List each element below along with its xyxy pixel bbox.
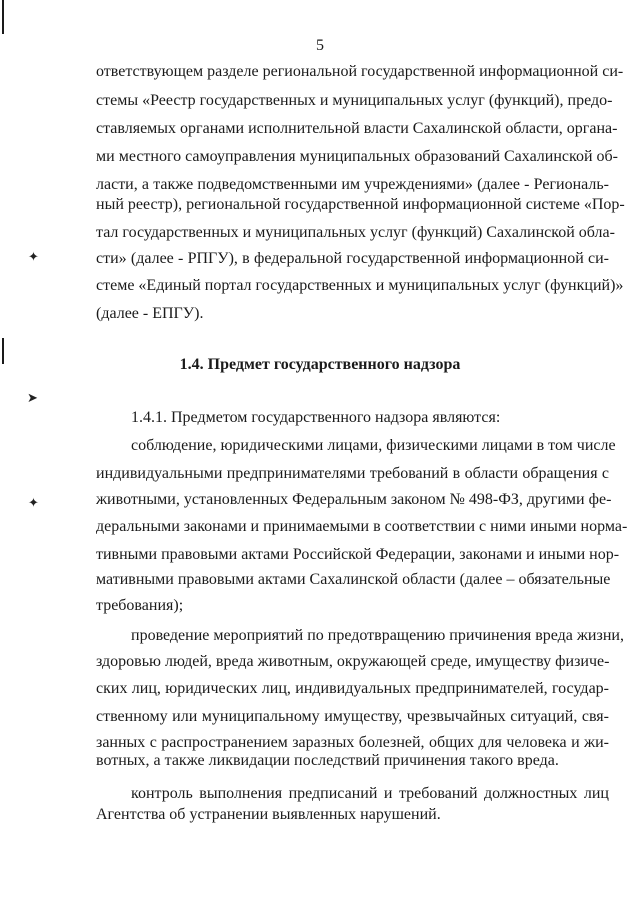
paragraph-line: ственному или муниципальному имуществу, чрезвычайных ситуаций, свя- bbox=[96, 708, 609, 725]
paragraph-line: проведение мероприятий по предотвращению причинения вреда жизни, bbox=[131, 627, 624, 644]
paragraph-line: стеме «Единый портал государственных и муниципальных услуг (функций)» bbox=[96, 277, 624, 294]
subsection-item: 1.4.1. Предметом государственного надзора являются: bbox=[131, 409, 501, 426]
section-heading: 1.4. Предмет государственного надзора bbox=[179, 356, 461, 373]
paragraph-line: контроль выполнения предписаний и требований должностных лиц bbox=[131, 785, 609, 802]
paragraph-line: соблюдение, юридическими лицами, физическими лицами в том числе bbox=[131, 437, 616, 454]
paragraph-line: индивидуальными предпринимателями требований в области обращения с bbox=[96, 465, 609, 482]
paragraph-line: ласти, а также подведомственными им учреждениями» (далее - Региональ- bbox=[96, 176, 609, 193]
hole-punch-mark-icon: ✦ bbox=[28, 495, 39, 510]
paragraph-line: ответствующем разделе региональной государственной информационной си- bbox=[96, 63, 624, 80]
paragraph-line: тивными правовыми актами Российской Федерации, законами и иными нор- bbox=[96, 546, 620, 563]
paragraph-line: (далее - ЕПГУ). bbox=[96, 305, 204, 322]
paragraph-line: тал государственных и муниципальных услуг (функций) Сахалинской обла- bbox=[96, 224, 615, 241]
paragraph-line: вотных, а также ликвидации последствий причинения такого вреда. bbox=[96, 752, 559, 769]
hole-punch-mark-icon: ➤ bbox=[27, 390, 38, 405]
paragraph-line: сти» (далее - РПГУ), в федеральной государственной информационной си- bbox=[96, 250, 609, 267]
paragraph-line: Агентства об устранении выявленных нарушений. bbox=[96, 806, 441, 823]
page-number: 5 bbox=[316, 37, 324, 54]
hole-punch-mark-icon: ✦ bbox=[28, 249, 39, 264]
paragraph-line: ставляемых органами исполнительной власти Сахалинской области, органа- bbox=[96, 120, 618, 137]
paragraph-line: здоровью людей, вреда животным, окружающей среде, имуществу физиче- bbox=[96, 653, 610, 670]
scan-edge-mark-top bbox=[2, 0, 4, 34]
paragraph-line: стемы «Реестр государственных и муниципальных услуг (функций), предо- bbox=[96, 92, 613, 109]
paragraph-line: занных с распространением заразных болезней, общих для человека и жи- bbox=[96, 734, 609, 751]
paragraph-line: требования); bbox=[96, 597, 184, 614]
paragraph-line: ный реестр), региональной государственной информационной системе «Пор- bbox=[96, 196, 625, 213]
paragraph-line: животными, установленных Федеральным законом № 498-ФЗ, другими фе- bbox=[96, 491, 612, 508]
paragraph-line: ских лиц, юридических лиц, индивидуальных предпринимателей, государ- bbox=[96, 680, 609, 697]
paragraph-line: мативными правовыми актами Сахалинской области (далее – обязательные bbox=[96, 571, 611, 588]
paragraph-line: деральными законами и принимаемыми в соответствии с ними иными норма- bbox=[96, 518, 628, 535]
paragraph-line: ми местного самоуправления муниципальных образований Сахалинской об- bbox=[96, 148, 619, 165]
